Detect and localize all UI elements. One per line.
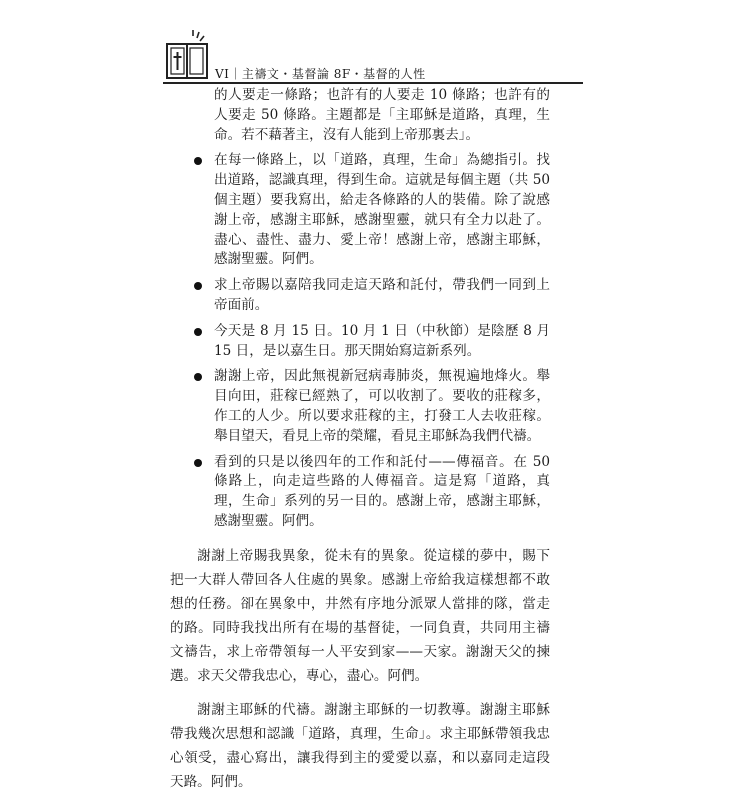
bullet-item: [170, 322, 550, 362]
body-paragraph: 謝謝主耶穌的代禱。謝謝主耶穌的一切教導。謝謝主耶穌帶我幾次思想和認識「道路，真理，生命」。求主耶穌帶領我忠心領受，盡心寫出，讓我得到主的愛愛以嘉，和以嘉同走這段天路。阿們。: [170, 701, 550, 790]
bullet-text: 在每一條路上，以「道路，真理，生命」為總指引。找出道路，認識真理，得到生命。這就是每個主題（共 50 個主題）要我寫出，給走各條路的人的裝備。除了說感謝上帝，感謝主耶穌，感謝聖靈，就只有全力以赴了。盡心、盡性、盡力、愛上帝！感謝上帝，感謝主耶穌，感謝聖靈。阿們。: [214, 152, 550, 268]
bullet-item: [170, 151, 550, 270]
bullet-dot-icon: [194, 373, 202, 381]
bullet-item: [170, 367, 550, 446]
running-head: VI｜主禱文・基督論 8F・基督的人性: [215, 67, 426, 81]
bullet-dot-icon: [194, 282, 202, 290]
bullet-dot-icon: [194, 328, 202, 336]
page-content: [170, 86, 550, 794]
continuation-paragraph: 的人要走一條路；也許有的人要走 10 條路；也許有的人要走 50 條路。主題都是「主耶穌是道路，真理，生命。若不藉著主，沒有人能到上帝那裏去」。: [214, 87, 550, 143]
bullet-text: 今天是 8 月 15 日。10 月 1 日（中秋節）是陰歷 8 月 15 日，是以嘉生日。那天開始寫這新系列。: [214, 322, 550, 359]
bullet-text: 謝謝上帝，因此無視新冠病毒肺炎，無視遍地烽火。舉目向田，莊稼已經熟了，可以收割了。要收的莊稼多，作工的人少。所以要求莊稼的主，打發工人去收莊稼。舉目望天，看見上帝的榮耀，看見主耶穌為我們代禱。: [214, 368, 550, 444]
bullet-text: 看到的只是以後四年的工作和託付——傳福音。在 50 條路上，向走這些路的人傳福音。這是寫「道路，真理，生命」系列的另一目的。感謝上帝，感謝主耶穌，感謝聖靈。阿們。: [214, 453, 550, 529]
bullet-list: [170, 151, 550, 531]
page-header: [163, 28, 583, 84]
bullet-text: 求上帝賜以嘉陪我同走這天路和託付，帶我們一同到上帝面前。: [214, 277, 550, 313]
bullet-dot-icon: [194, 157, 202, 165]
bullet-item: [170, 276, 550, 316]
header-rule: [163, 82, 583, 84]
body-paragraph: 謝謝上帝賜我異象，從未有的異象。從這樣的夢中，賜下把一大群人帶回各人住處的異象。感謝上帝給我這樣想都不敢想的任務。卻在異象中，井然有序地分派眾人當排的隊，當走的路。同時我找出所有在場的基督徒，一同負責，共同用主禱文禱告，求上帝帶領每一人平安到家——天家。謝謝天父的揀選。求天父帶我忠心，專心，盡心。阿們。: [170, 547, 550, 684]
open-book-cross-icon: [163, 28, 213, 82]
bullet-item: [170, 453, 550, 532]
bullet-dot-icon: [194, 459, 202, 467]
